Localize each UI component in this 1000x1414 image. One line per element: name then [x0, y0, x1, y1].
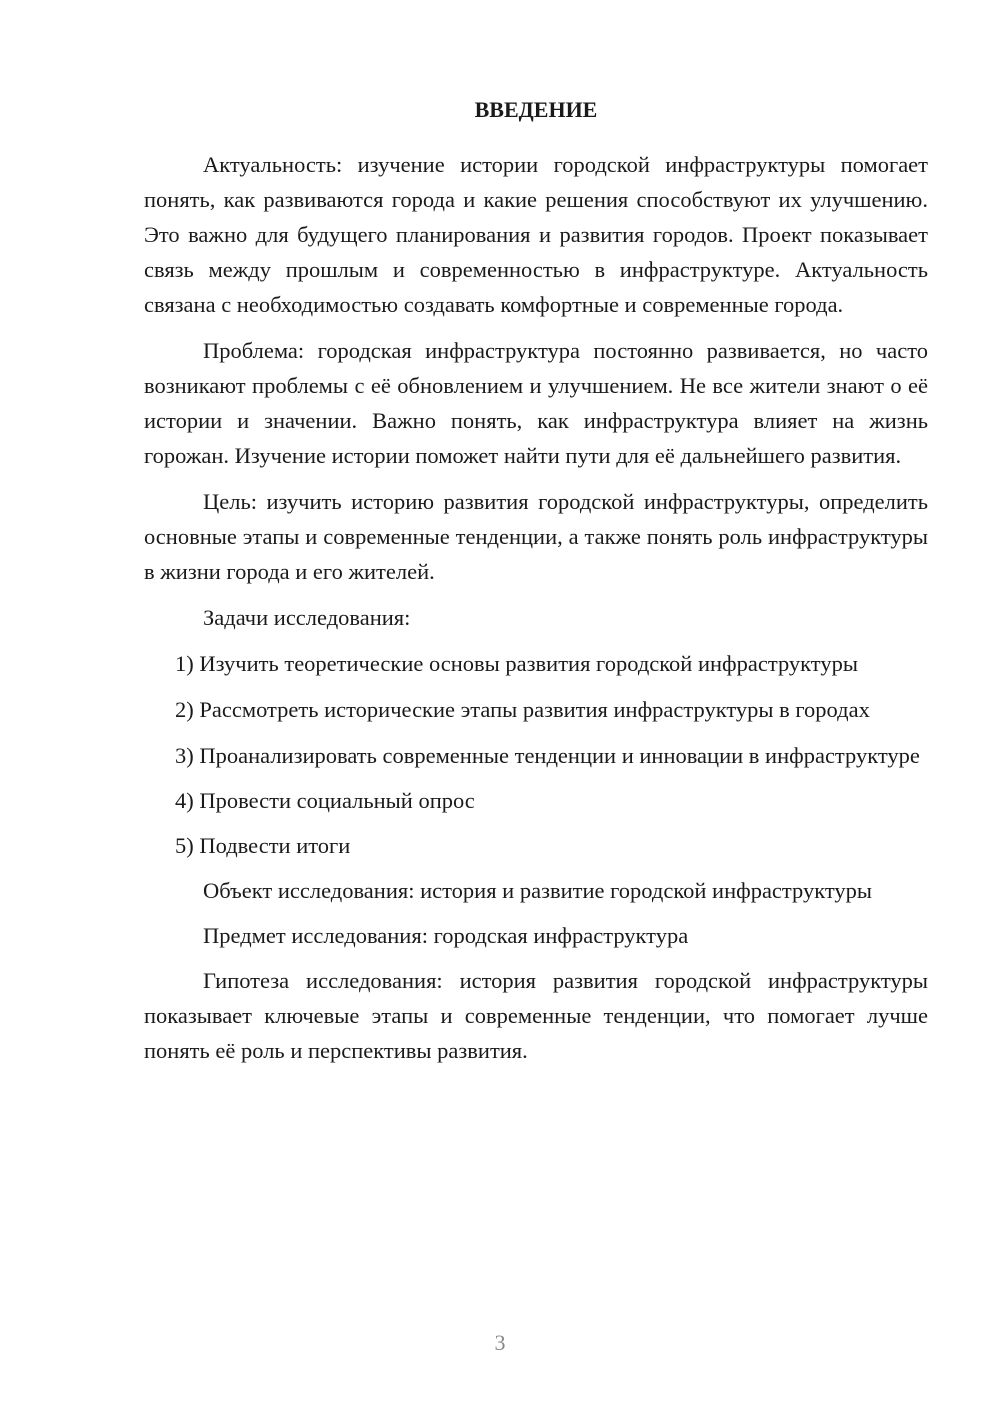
page-number: 3	[494, 1330, 506, 1355]
paragraph-hypothesis: Гипотеза исследования: история развития городской инфраструктуры показывает ключевые этапы и современные тенденции, что помогает лучше понять её роль и перспективы развития.	[144, 968, 928, 1063]
paragraph-object: Объект исследования: история и развитие городской инфраструктуры	[203, 878, 873, 903]
task-item-1: 1) Изучить теоретические основы развития городской инфраструктуры	[175, 651, 858, 676]
paragraph-problem: Проблема: городская инфраструктура постоянно развивается, но часто возникают проблемы с её обновлением и улучшением. Не все жители знают о её истории и значении. Важно понять, как инфраструктура влияет на жизнь горожан. Изучение истории поможет найти пути для её дальнейшего развития.	[144, 338, 928, 468]
paragraph-subject: Предмет исследования: городская инфраструктура	[203, 923, 689, 948]
task-item-3: 3) Проанализировать современные тенденции и инновации в инфраструктуре	[175, 743, 920, 768]
paragraph-relevance: Актуальность: изучение истории городской инфраструктуры помогает понять, как развиваются города и какие решения способствуют их улучшению. Это важно для будущего планирования и развития городов. Проект показывает связь между прошлым и современностью в инфраструктуре. Актуальность связана с необходимостью создавать комфортные и современные города.	[144, 152, 928, 317]
task-item-2: 2) Рассмотреть исторические этапы развития инфраструктуры в городах	[175, 697, 870, 722]
document-page	[144, 92, 928, 1068]
tasks-heading: Задачи исследования:	[203, 605, 411, 630]
paragraph-goal: Цель: изучить историю развития городской инфраструктуры, определить основные этапы и современные тенденции, а также понять роль инфраструктуры в жизни города и его жителей.	[144, 489, 928, 584]
task-item-4: 4) Провести социальный опрос	[175, 788, 475, 813]
section-title: ВВЕДЕНИЕ	[474, 97, 598, 122]
task-item-5: 5) Подвести итоги	[175, 833, 351, 858]
